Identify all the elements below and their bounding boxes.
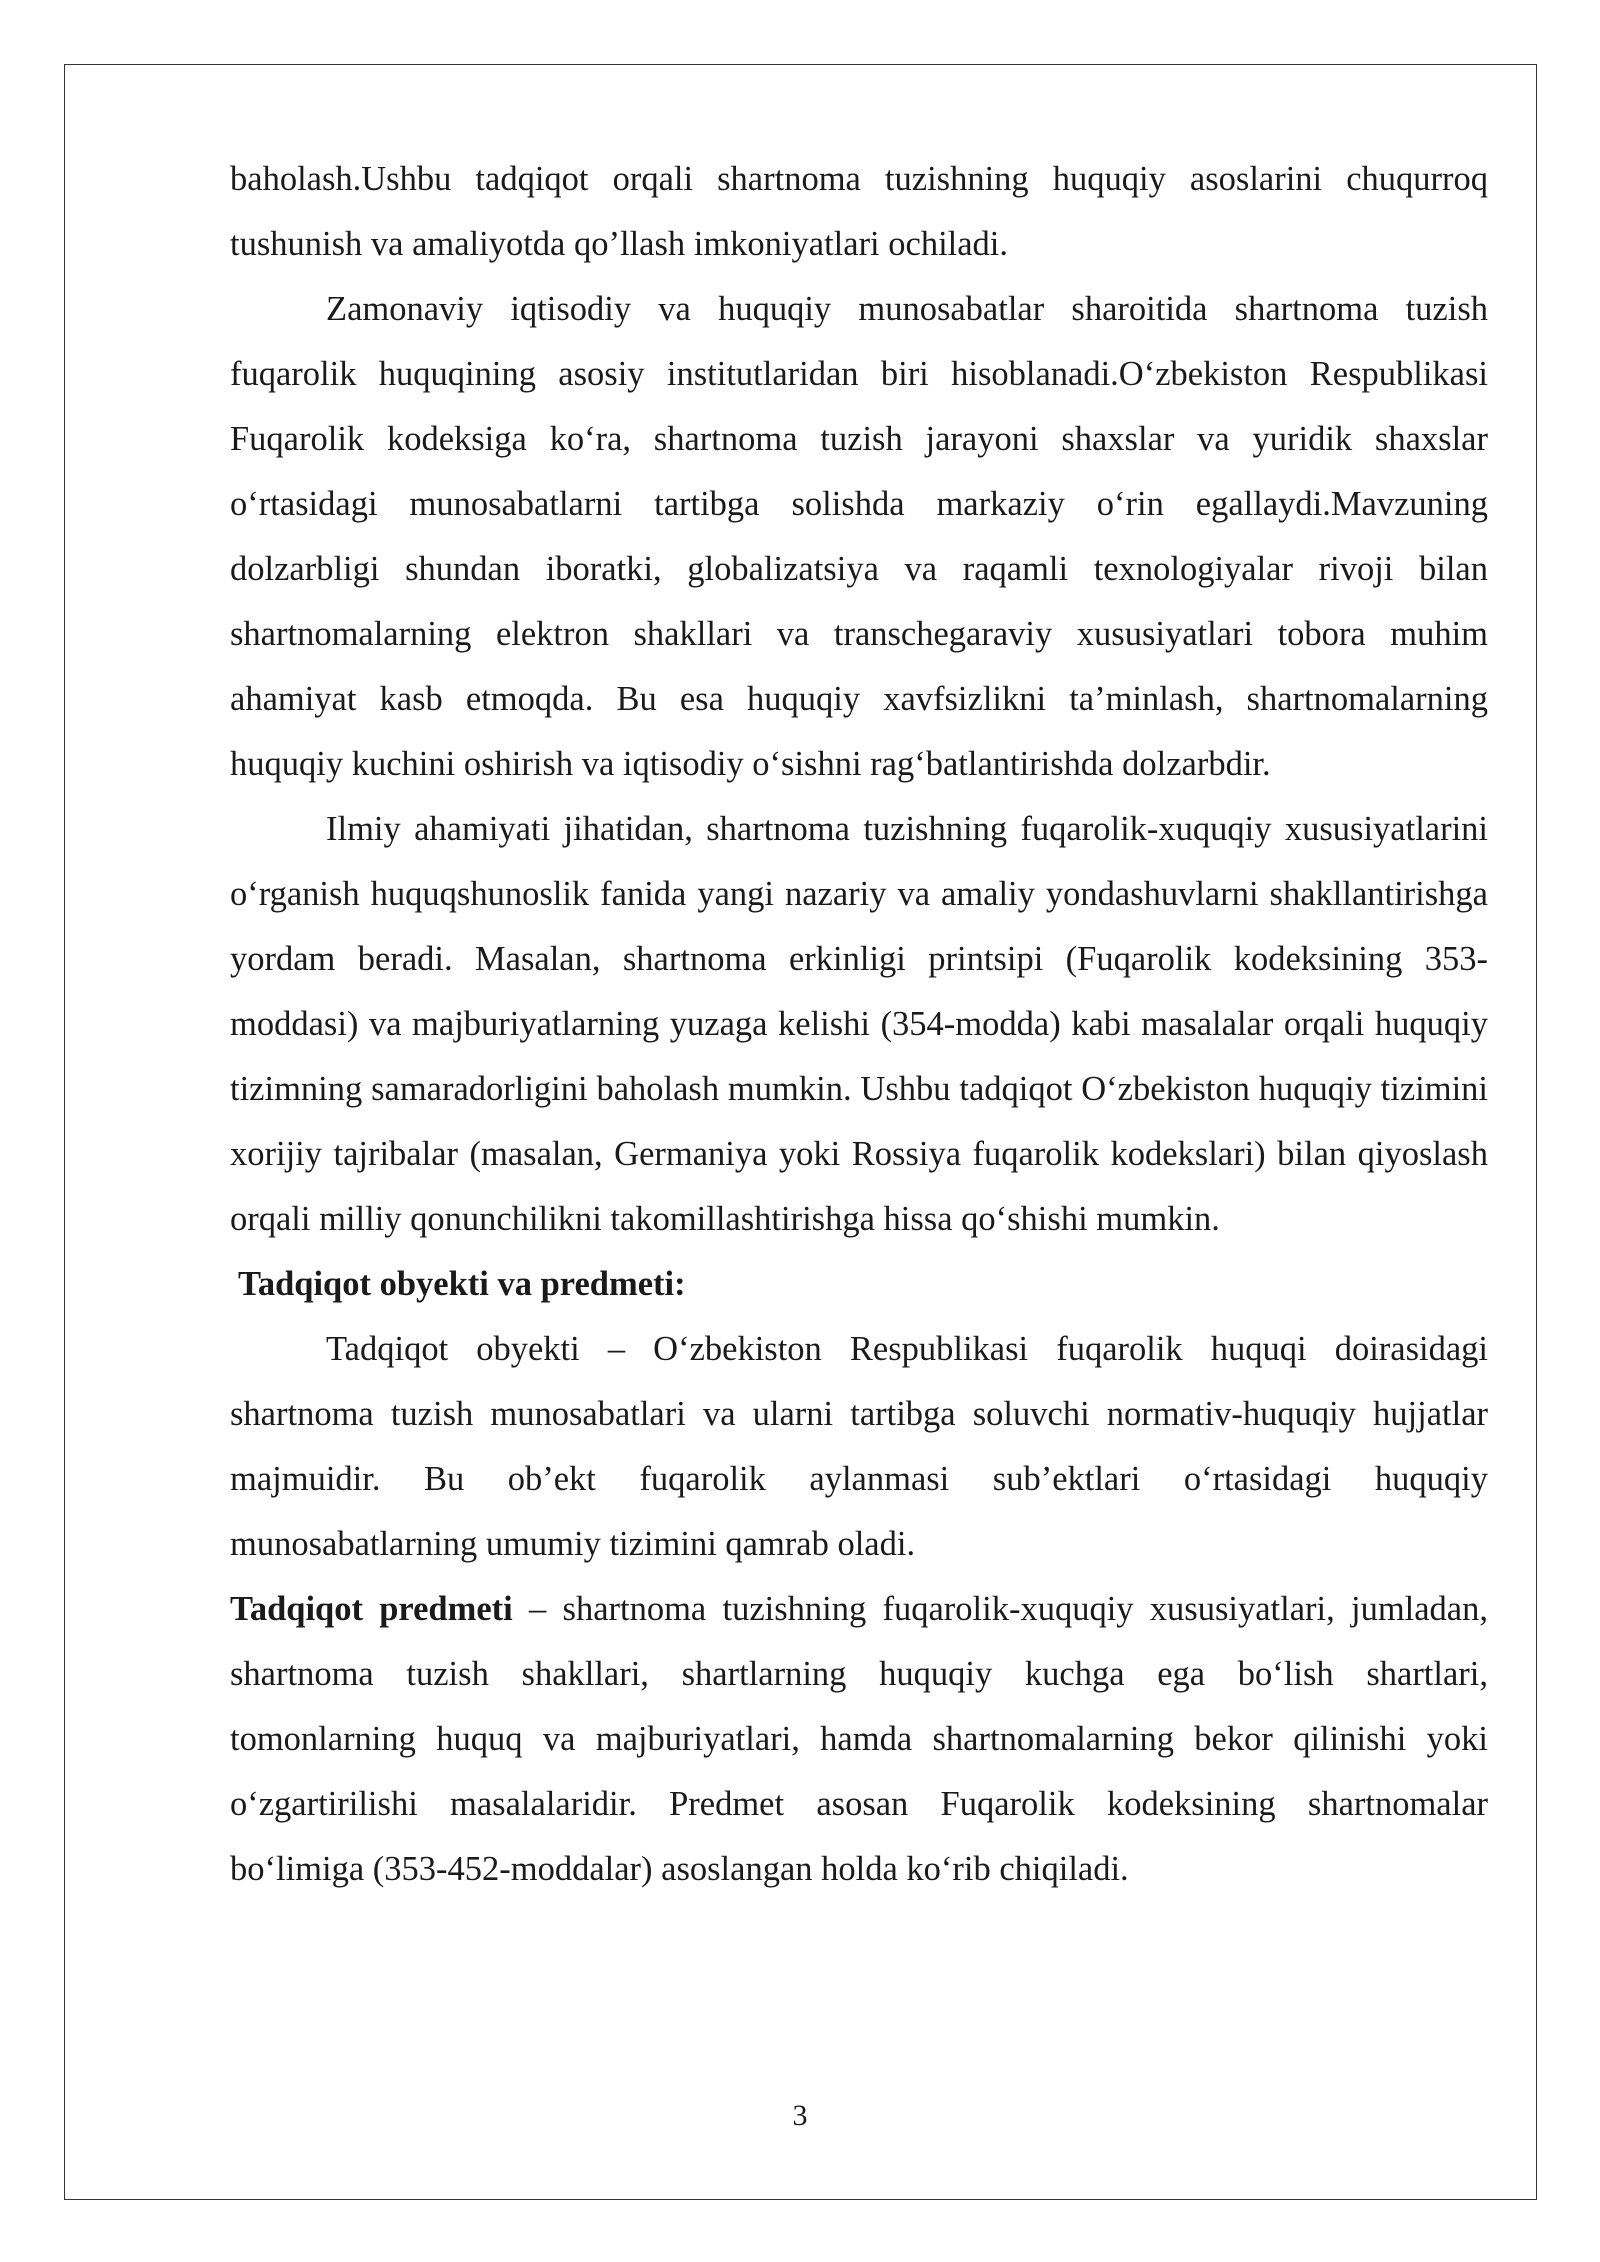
paragraph-scientific-significance: Ilmiy ahamiyati jihatidan, shartnoma tuzishning fuqarolik-xuquqiy xususiyatlarini o‘rganish huquqshunoslik fanida yangi nazariy va amaliy yondashuvlarni shakllantirishga yordam beradi. Masalan, shartnoma erkinligi printsipi (Fuqarolik kodeksining 353-moddasi) va majburiyatlarning yuzaga kelishi (354-modda) kabi masalalar orqali huquqiy tizimning samaradorligini baholash mumkin. Ushbu tadqiqot O‘zbekiston huquqiy tizimini xorijiy tajribalar (masalan, Germaniya yoki Rossiya fuqarolik kodekslari) bilan qiyoslash orqali milliy qonunchilikni takomillashtirishga hissa qo‘shishi mumkin. bbox=[230, 810, 1488, 1238]
section-heading: Tadqiqot obyekti va predmeti: bbox=[238, 1265, 686, 1303]
research-subject-term: Tadqiqot predmeti bbox=[230, 1590, 513, 1628]
paragraph-research-subject bbox=[230, 1577, 1488, 1902]
paragraph-continuation: baholash.Ushbu tadqiqot orqali shartnoma tuzishning huquqiy asoslarini chuqurroq tushunish va amaliyotda qo’llash imkoniyatlari ochiladi. bbox=[230, 160, 1488, 263]
research-subject-definition: – shartnoma tuzishning fuqarolik-xuquqiy xususiyatlari, jumladan, shartnoma tuzish shakllari, shartlarning huquqiy kuchga ega bo‘lish shartlari, tomonlarning huquq va majburiyatlari, hamda shartnomalarning bekor qilinishi yoki o‘zgartirilishi masalalaridir. Predmet asosan Fuqarolik kodeksining shartnomalar bo‘limiga (353-452-moddalar) asoslangan holda ko‘rib chiqiladi. bbox=[230, 1590, 1488, 1888]
paragraph-relevance: Zamonaviy iqtisodiy va huquqiy munosabatlar sharoitida shartnoma tuzish fuqarolik huquqining asosiy institutlaridan biri hisoblanadi.O‘zbekiston Respublikasi Fuqarolik kodeksiga ko‘ra, shartnoma tuzish jarayoni shaxslar va yuridik shaxslar o‘rtasidagi munosabatlarni tartibga solishda markaziy o‘rin egallaydi.Mavzuning dolzarbligi shundan iboratki, globalizatsiya va raqamli texnologiyalar rivoji bilan shartnomalarning elektron shakllari va transchegaraviy xususiyatlari tobora muhim ahamiyat kasb etmoqda. Bu esa huquqiy xavfsizlikni ta’minlash, shartnomalarning huquqiy kuchini oshirish va iqtisodiy o‘sishni rag‘batlantirishda dolzarbdir. bbox=[230, 290, 1488, 783]
paragraph-research-object: Tadqiqot obyekti – O‘zbekiston Respublikasi fuqarolik huquqi doirasidagi shartnoma tuzish munosabatlari va ularni tartibga soluvchi normativ-huquqiy hujjatlar majmuidir. Bu ob’ekt fuqarolik aylanmasi sub’ektlari o‘rtasidagi huquqiy munosabatlarning umumiy tizimini qamrab oladi. bbox=[230, 1330, 1488, 1563]
document-body bbox=[230, 147, 1488, 1902]
page-number: 3 bbox=[792, 2099, 808, 2132]
